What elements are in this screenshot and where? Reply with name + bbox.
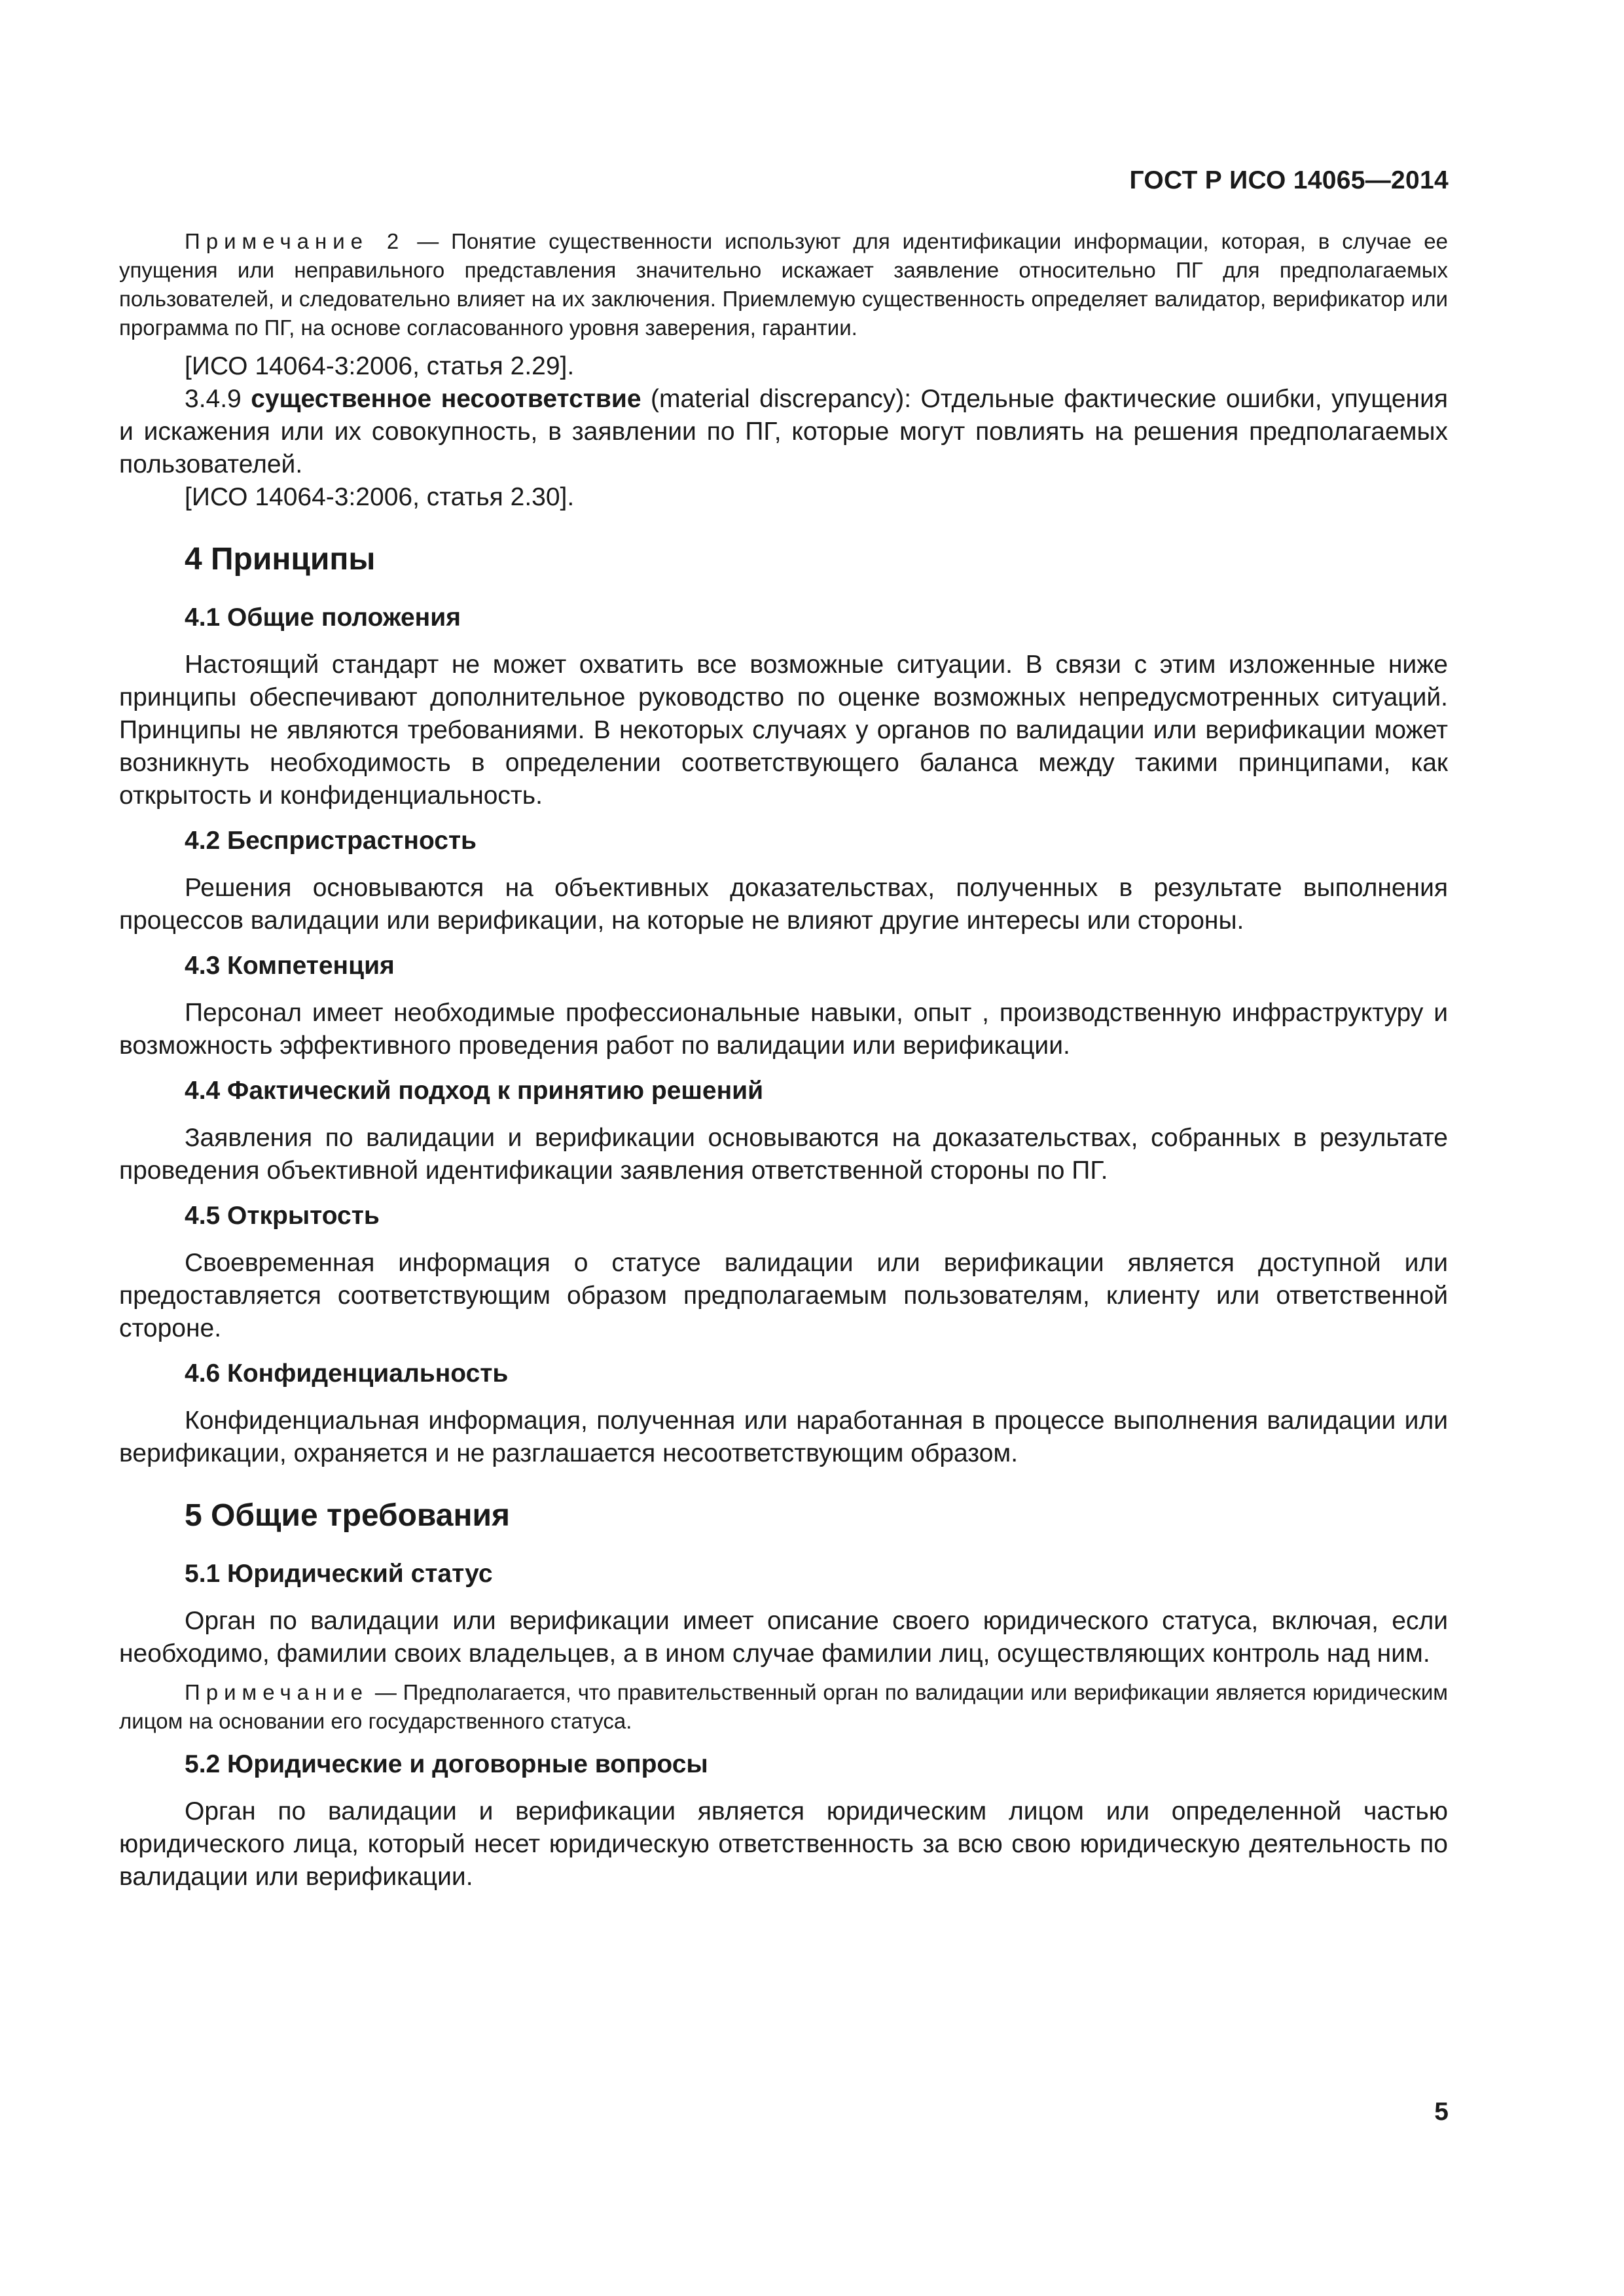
note-text: — Предполагается, что правительственный орган по валидации или верификации является юридическим лицом на основании его государственного статуса.	[119, 1680, 1448, 1733]
section-4-5-heading: 4.5 Открытость	[185, 1202, 380, 1230]
definition-3-4-9	[119, 383, 1448, 481]
note-label: Примечание	[185, 1680, 369, 1704]
section-4-heading: 4 Принципы	[185, 542, 376, 577]
note-2	[119, 227, 1448, 342]
note-text: — Понятие существенности используют для идентификации информации, которая, в случае ее упущения или неправильного представления значительно искажает заявление относительно ПГ для предполагаемых пользователей, и следовательно влияет на их заключения. Приемлемую существенность определяет валидатор, верификатор или программа по ПГ, на основе согласованного уровня заверения, гарантии.	[119, 229, 1449, 340]
section-4-6-text: Конфиденциальная информация, полученная или наработанная в процессе выполнения валидации или верификации, охраняется и не разглашается несоответствующим образом.	[119, 1407, 1448, 1467]
section-4-6-heading: 4.6 Конфиденциальность	[185, 1359, 509, 1388]
section-4-4-heading: 4.4 Фактический подход к принятию решений	[185, 1077, 764, 1105]
page-content	[119, 164, 1448, 1893]
definition-text: (material discrepancy): Отдельные фактические ошибки, упущения и искажения или их совокупность, в заявлении по ПГ, которые могут повлиять на решения предполагаемых пользователей.	[119, 385, 1448, 478]
document-code-header: ГОСТ Р ИСО 14065—2014	[1129, 166, 1449, 194]
section-4-2-text: Решения основываются на объективных доказательствах, полученных в результате выполнения процессов валидации или верификации, на которые не влияют другие интересы или стороны.	[119, 874, 1448, 935]
reference-2-30: [ИСО 14064-3:2006, статья 2.30].	[185, 483, 575, 511]
section-4-1-heading: 4.1 Общие положения	[185, 603, 461, 632]
section-5-1-note	[119, 1678, 1448, 1736]
section-4-1-text: Настоящий стандарт не может охватить все возможные ситуации. В связи с этим изложенные ниже принципы обеспечивают дополнительное руководство по оценке возможных непредусмотренных ситуаций. Принципы не являются требованиями. В некоторых случаях у органов по валидации или верификации может возникнуть необходимость в определении соответствующего баланса между такими принципами, как открытость и конфиденциальность.	[119, 651, 1448, 810]
note-label: Примечание 2	[185, 229, 405, 253]
section-4-3-heading: 4.3 Компетенция	[185, 952, 395, 980]
section-5-2-text: Орган по валидации и верификации является юридическим лицом или определенной частью юридического лица, который несет юридическую ответственность за всю свою юридическую деятельность по валидации или верификации.	[119, 1797, 1448, 1891]
section-5-1-heading: 5.1 Юридический статус	[185, 1560, 493, 1588]
section-5-1-text: Орган по валидации или верификации имеет описание своего юридического статуса, включая, если необходимо, фамилии своих владельцев, а в ином случае фамилии лиц, осуществляющих контроль над ним.	[119, 1607, 1448, 1668]
section-4-4-text: Заявления по валидации и верификации основываются на доказательствах, собранных в результате проведения объективной идентификации заявления ответственной стороны по ПГ.	[119, 1124, 1448, 1185]
section-4-2-heading: 4.2 Беспристрастность	[185, 827, 477, 855]
section-5-heading: 5 Общие требования	[185, 1498, 510, 1533]
definition-number: 3.4.9	[185, 385, 251, 413]
page-number: 5	[1434, 2098, 1449, 2126]
definition-term: существенное несоответствие	[251, 385, 641, 413]
section-4-5-text: Своевременная информация о статусе валидации или верификации является доступной или предоставляется соответствующим образом предполагаемым пользователям, клиенту или ответственной стороне.	[119, 1249, 1448, 1342]
reference-2-29: [ИСО 14064-3:2006, статья 2.29].	[185, 352, 575, 380]
section-4-3-text: Персонал имеет необходимые профессиональные навыки, опыт , производственную инфраструктуру и возможность эффективного проведения работ по валидации или верификации.	[119, 999, 1448, 1060]
section-5-2-heading: 5.2 Юридические и договорные вопросы	[185, 1750, 708, 1778]
